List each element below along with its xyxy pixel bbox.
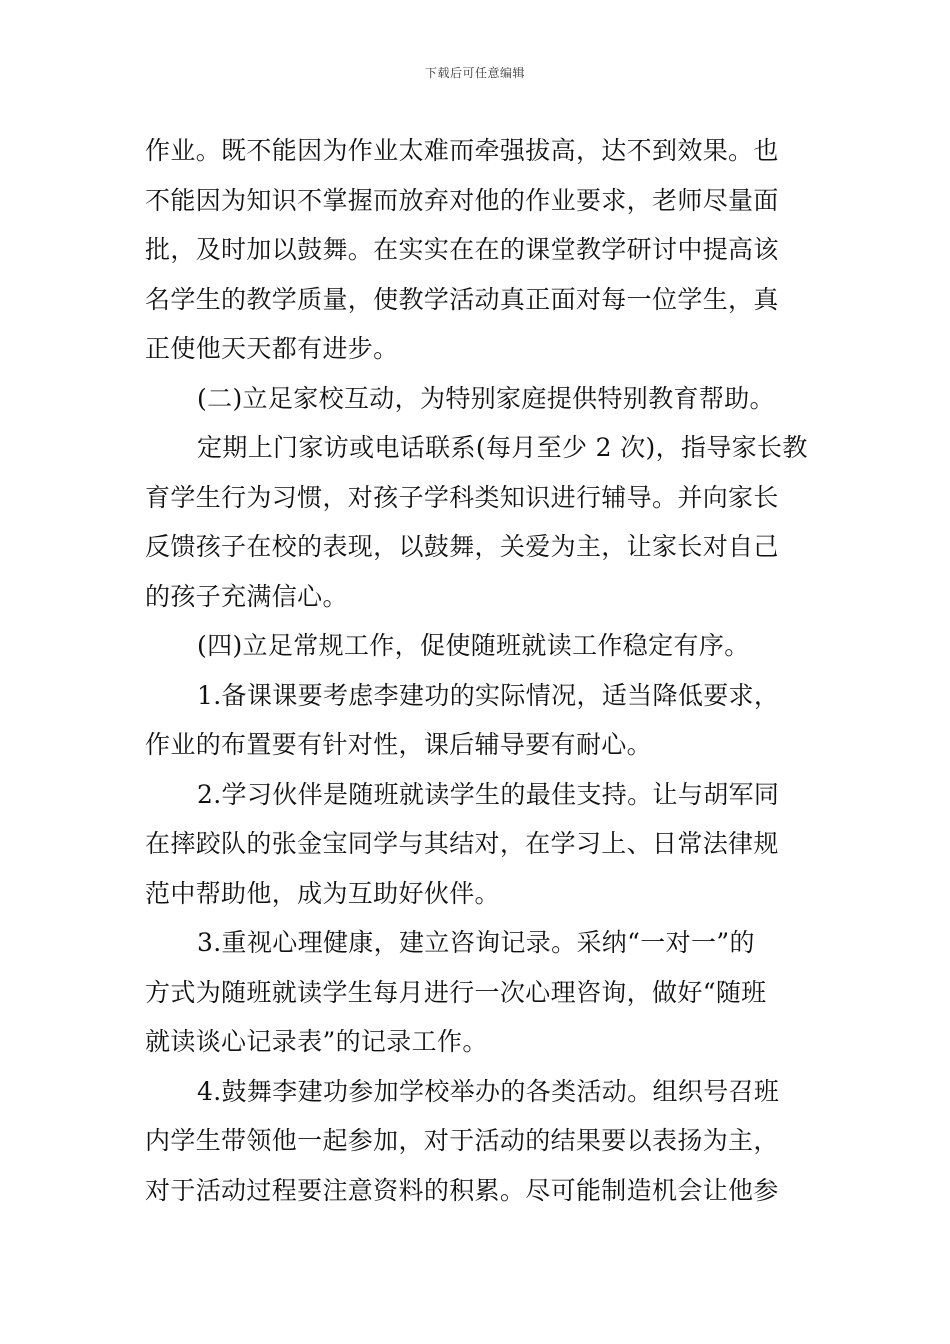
text-line: 范中帮助他，成为互助好伙伴。 bbox=[145, 878, 500, 908]
text-line: 内学生带领他一起参加，对于活动的结果要以表扬为主， bbox=[145, 1126, 779, 1155]
text-line: 育学生行为习惯，对孩子学科类知识进行辅导。并向家长 bbox=[145, 482, 779, 512]
paragraph-first-line: 4.鼓舞李建功参加学校举办的各类活动。组织号召班 bbox=[197, 1076, 780, 1106]
text-line: 作业的布置要有针对性，课后辅导要有耐心。 bbox=[145, 730, 653, 759]
text-line: 反馈孩子在校的表现，以鼓舞，关爱为主，让家长对自己 bbox=[145, 532, 779, 561]
page-header: 下载后可任意编辑 bbox=[424, 66, 525, 80]
paragraph-first-line: (四)立足常规工作，促使随班就读工作稳定有序。 bbox=[197, 631, 750, 660]
paragraph-first-line: 定期上门家访或电话联系(每月至少 2 次)，指导家长教 bbox=[197, 433, 808, 462]
text-line: 作业。既不能因为作业太难而牵强拔高，达不到效果。也 bbox=[145, 136, 779, 165]
text-line: 正使他天天都有进步。 bbox=[145, 334, 399, 363]
text-line: 对于活动过程要注意资料的积累。尽可能制造机会让他参 bbox=[145, 1175, 779, 1205]
paragraph-first-line: 3.重视心理健康，建立咨询记录。采纳“一对一”的 bbox=[197, 928, 755, 957]
paragraph-first-line: 2.学习伙伴是随班就读学生的最佳支持。让与胡军同 bbox=[197, 779, 780, 809]
text-line: 名学生的教学质量，使教学活动真正面对每一位学生，真 bbox=[145, 284, 779, 314]
text-line: 方式为随班就读学生每月进行一次心理咨询，做好“随班 bbox=[145, 977, 767, 1007]
document-body bbox=[145, 126, 808, 1215]
paragraph-first-line: 1.备课课要考虑李建功的实际情况，适当降低要求， bbox=[197, 680, 780, 710]
text-line: 批，及时加以鼓舞。在实实在在的课堂教学研讨中提高该 bbox=[145, 235, 779, 264]
text-line: 在摔跤队的张金宝同学与其结对，在学习上、日常法律规 bbox=[145, 829, 779, 858]
text-line: 的孩子充满信心。 bbox=[145, 581, 348, 611]
paragraph-first-line: (二)立足家校互动，为特别家庭提供特别教育帮助。 bbox=[197, 383, 775, 413]
text-line: 不能因为知识不掌握而放弃对他的作业要求，老师尽量面 bbox=[145, 185, 779, 215]
text-line: 就读谈心记录表”的记录工作。 bbox=[145, 1027, 488, 1056]
